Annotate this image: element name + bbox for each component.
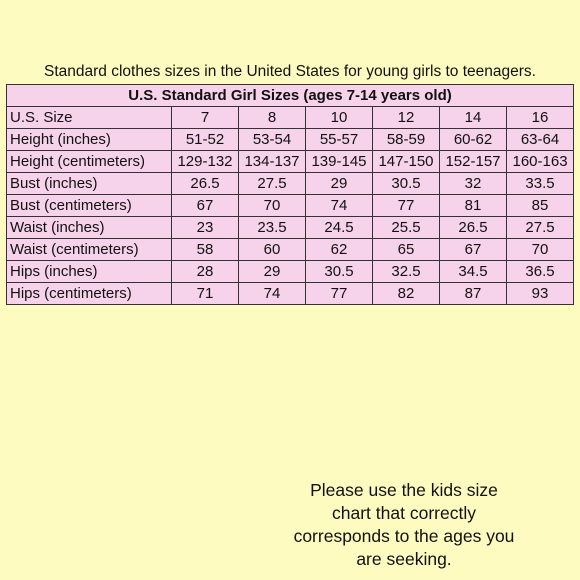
table-cell: 32.5 [373,261,440,283]
row-label: Height (centimeters) [7,151,172,173]
size-chart-note: Please use the kids size chart that correctly corresponds to the ages you are seeking. [293,480,515,569]
table-cell: 7 [172,107,239,129]
table-cell: 8 [239,107,306,129]
table-cell: 27.5 [239,173,306,195]
table-cell: 160-163 [507,151,574,173]
table-cell: 55-57 [306,129,373,151]
table-body [7,107,574,305]
table-cell: 77 [373,195,440,217]
table-cell: 60-62 [440,129,507,151]
table-row [7,151,574,173]
table-cell: 62 [306,239,373,261]
table-cell: 26.5 [172,173,239,195]
row-label: Bust (inches) [7,173,172,195]
row-label: Waist (centimeters) [7,239,172,261]
table-cell: 63-64 [507,129,574,151]
table-cell: 58 [172,239,239,261]
table-cell: 82 [373,283,440,305]
table-title: U.S. Standard Girl Sizes (ages 7-14 years old) [7,85,574,107]
row-label: Hips (inches) [7,261,172,283]
table-cell: 87 [440,283,507,305]
table-cell: 147-150 [373,151,440,173]
table-cell: 29 [306,173,373,195]
table-cell: 71 [172,283,239,305]
table-row [7,107,574,129]
page-caption: Standard clothes sizes in the United States for young girls to teenagers. [44,63,536,80]
table-cell: 152-157 [440,151,507,173]
table-cell: 29 [239,261,306,283]
table-row [7,129,574,151]
table-cell: 23.5 [239,217,306,239]
table-cell: 134-137 [239,151,306,173]
table-title-row [7,85,574,107]
row-label: Hips (centimeters) [7,283,172,305]
table-row [7,217,574,239]
table-cell: 67 [440,239,507,261]
table-cell: 28 [172,261,239,283]
table-cell: 23 [172,217,239,239]
table-cell: 81 [440,195,507,217]
table-cell: 93 [507,283,574,305]
row-label: U.S. Size [7,107,172,129]
table-cell: 53-54 [239,129,306,151]
table-row [7,261,574,283]
table-cell: 70 [507,239,574,261]
table-cell: 30.5 [373,173,440,195]
table-cell: 12 [373,107,440,129]
table-cell: 14 [440,107,507,129]
table-cell: 74 [239,283,306,305]
table-cell: 32 [440,173,507,195]
table-cell: 58-59 [373,129,440,151]
table-row [7,173,574,195]
table-cell: 36.5 [507,261,574,283]
table-cell: 60 [239,239,306,261]
table-row [7,239,574,261]
table-cell: 33.5 [507,173,574,195]
row-label: Bust (centimeters) [7,195,172,217]
table-cell: 10 [306,107,373,129]
table-cell: 129-132 [172,151,239,173]
table-cell: 26.5 [440,217,507,239]
table-cell: 85 [507,195,574,217]
table-cell: 65 [373,239,440,261]
table-cell: 16 [507,107,574,129]
row-label: Height (inches) [7,129,172,151]
table-cell: 34.5 [440,261,507,283]
table-cell: 25.5 [373,217,440,239]
table-cell: 51-52 [172,129,239,151]
size-table [6,84,574,305]
row-label: Waist (inches) [7,217,172,239]
table-row [7,283,574,305]
table-cell: 70 [239,195,306,217]
table-cell: 67 [172,195,239,217]
table-cell: 24.5 [306,217,373,239]
table-cell: 30.5 [306,261,373,283]
table-cell: 77 [306,283,373,305]
table-row [7,195,574,217]
table-cell: 74 [306,195,373,217]
table-cell: 27.5 [507,217,574,239]
table-cell: 139-145 [306,151,373,173]
